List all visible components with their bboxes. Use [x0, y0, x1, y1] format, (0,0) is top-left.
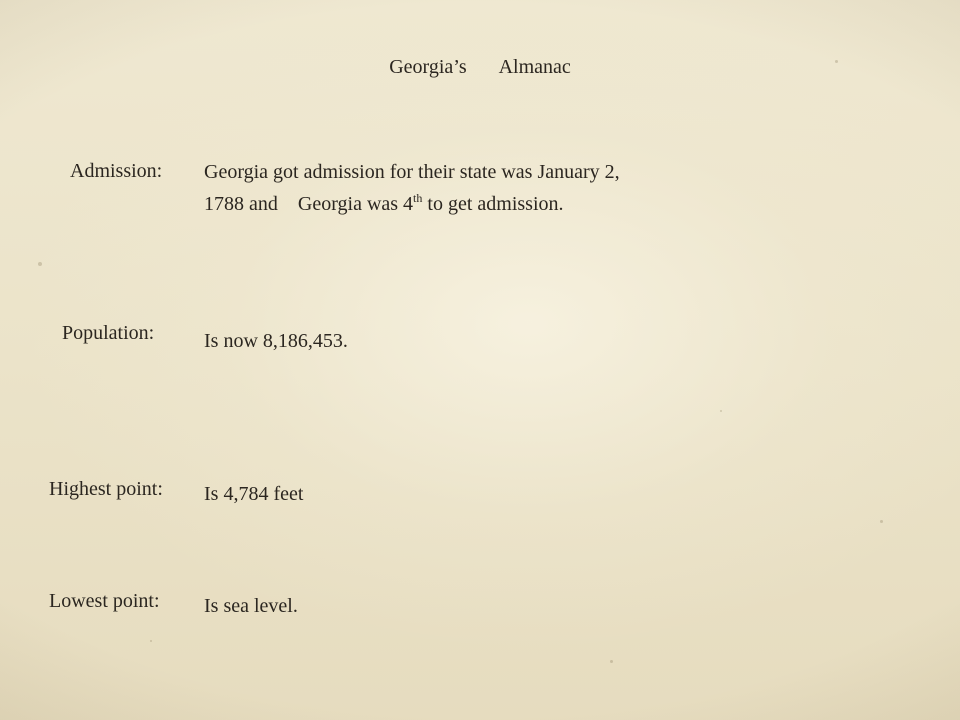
population-value: Is now 8,186,453.	[204, 330, 348, 352]
title-word-1: Georgia’s	[389, 56, 467, 78]
paper-speck	[880, 520, 883, 523]
admission-label: Admission:	[70, 160, 163, 182]
paper-speck	[38, 262, 42, 266]
lowest-point-value: Is sea level.	[204, 595, 298, 617]
population-label: Population:	[62, 322, 155, 344]
paper-speck	[610, 660, 613, 663]
highest-point-value: Is 4,784 feet	[204, 483, 304, 505]
title-word-2: Almanac	[498, 56, 571, 78]
highest-point-label: Highest point:	[49, 478, 163, 500]
page-title	[0, 56, 960, 79]
paper-speck	[150, 640, 152, 642]
lowest-point-label: Lowest point:	[49, 590, 160, 612]
admission-value	[204, 156, 634, 220]
admission-value-text-2: Georgia was 4	[297, 193, 414, 215]
paper-speck	[720, 410, 722, 412]
admission-value-text-3: to get admission.	[422, 193, 564, 215]
admission-value-ordinal-suffix: th	[413, 191, 423, 205]
admission-value-text-1: Georgia got admission for their state was January 2, 1788 and	[204, 161, 620, 215]
